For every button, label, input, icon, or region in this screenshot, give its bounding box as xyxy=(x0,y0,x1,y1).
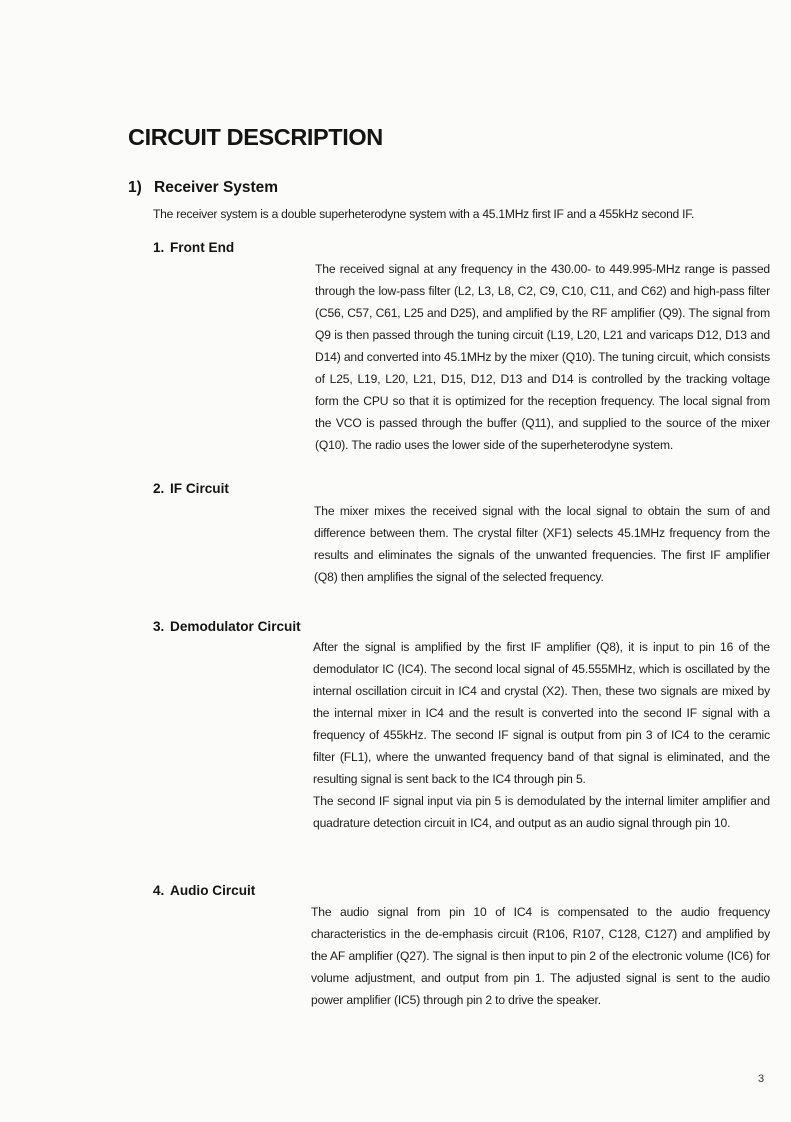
subsection-heading-front-end xyxy=(153,240,234,255)
paragraph-front-end xyxy=(315,258,770,456)
paragraph-text: The mixer mixes the received signal with the local signal to obtain the sum of and difference between them. The crystal filter (XF1) selects 45.1MHz frequency from the results and eliminates the signals of the unwanted frequencies. The first IF amplifier (Q8) then amplifies the signal of the selected frequency. xyxy=(314,504,770,584)
page-number: 3 xyxy=(758,1073,765,1085)
page-title: CIRCUIT DESCRIPTION xyxy=(128,124,383,150)
section-intro: The receiver system is a double superheterodyne system with a 45.1MHz first IF and a 455kHz second IF. xyxy=(153,207,695,221)
paragraph-text: After the signal is amplified by the first IF amplifier (Q8), it is input to pin 16 of the demodulator IC (IC4). The second local signal of 45.555MHz, which is oscillated by the internal oscillation circuit in IC4 and crystal (X2). Then, these two signals are mixed by the internal mixer in IC4 and the result is converted into the second IF signal with a frequency of 455kHz. The second IF signal is output from pin 3 of IC4 to the ceramic filter (FL1), where the unwanted frequency band of that signal is eliminated, and the resulting signal is sent back to the IC4 through pin 5. xyxy=(313,640,770,786)
subsection-heading-audio-circuit xyxy=(153,883,255,898)
section-heading-text: Receiver System xyxy=(154,179,279,196)
subsection-number: 4. xyxy=(153,883,165,898)
subsection-heading-text: Front End xyxy=(170,240,235,255)
paragraph-demodulator-circuit xyxy=(313,636,770,834)
subsection-heading-text: Demodulator Circuit xyxy=(170,619,301,634)
paragraph-audio-circuit xyxy=(311,901,770,1011)
subsection-heading-demodulator-circuit xyxy=(153,619,301,634)
subsection-heading-if-circuit xyxy=(153,481,229,496)
paragraph-text: The audio signal from pin 10 of IC4 is compensated to the audio frequency characteristics in the de-emphasis circuit (R106, R107, C128, C127) and amplified by the AF amplifier (Q27). The signal is then input to pin 2 of the electronic volume (IC6) for volume adjustment, and output from pin 1. The adjusted signal is sent to the audio power amplifier (IC5) through pin 2 to drive the speaker. xyxy=(311,905,770,1007)
paragraph-text: The received signal at any frequency in the 430.00- to 449.995-MHz range is passed through the low-pass filter (L2, L3, L8, C2, C9, C10, C11, and C62) and high-pass filter (C56, C57, C61, L25 and D25), and amplified by the RF amplifier (Q9). The signal from Q9 is then passed through the tuning circuit (L19, L20, L21 and varicaps D12, D13 and D14) and converted into 45.1MHz by the mixer (Q10). The tuning circuit, which consists of L25, L19, L20, L21, D15, D12, D13 and D14 is controlled by the tracking voltage form the CPU so that it is optimized for the reception frequency. The local signal from the VCO is passed through the buffer (Q11), and supplied to the source of the mixer (Q10). The radio uses the lower side of the superheterodyne system. xyxy=(315,262,770,452)
subsection-number: 3. xyxy=(153,619,165,634)
subsection-number: 1. xyxy=(153,240,165,255)
subsection-heading-text: IF Circuit xyxy=(170,481,229,496)
paragraph-text: The second IF signal input via pin 5 is demodulated by the internal limiter amplifier and quadrature detection circuit in IC4, and output as an audio signal through pin 10. xyxy=(313,794,770,830)
section-number: 1) xyxy=(128,179,142,196)
subsection-number: 2. xyxy=(153,481,165,496)
subsection-heading-text: Audio Circuit xyxy=(170,883,256,898)
paragraph-if-circuit xyxy=(314,500,770,588)
section-heading xyxy=(128,179,278,197)
